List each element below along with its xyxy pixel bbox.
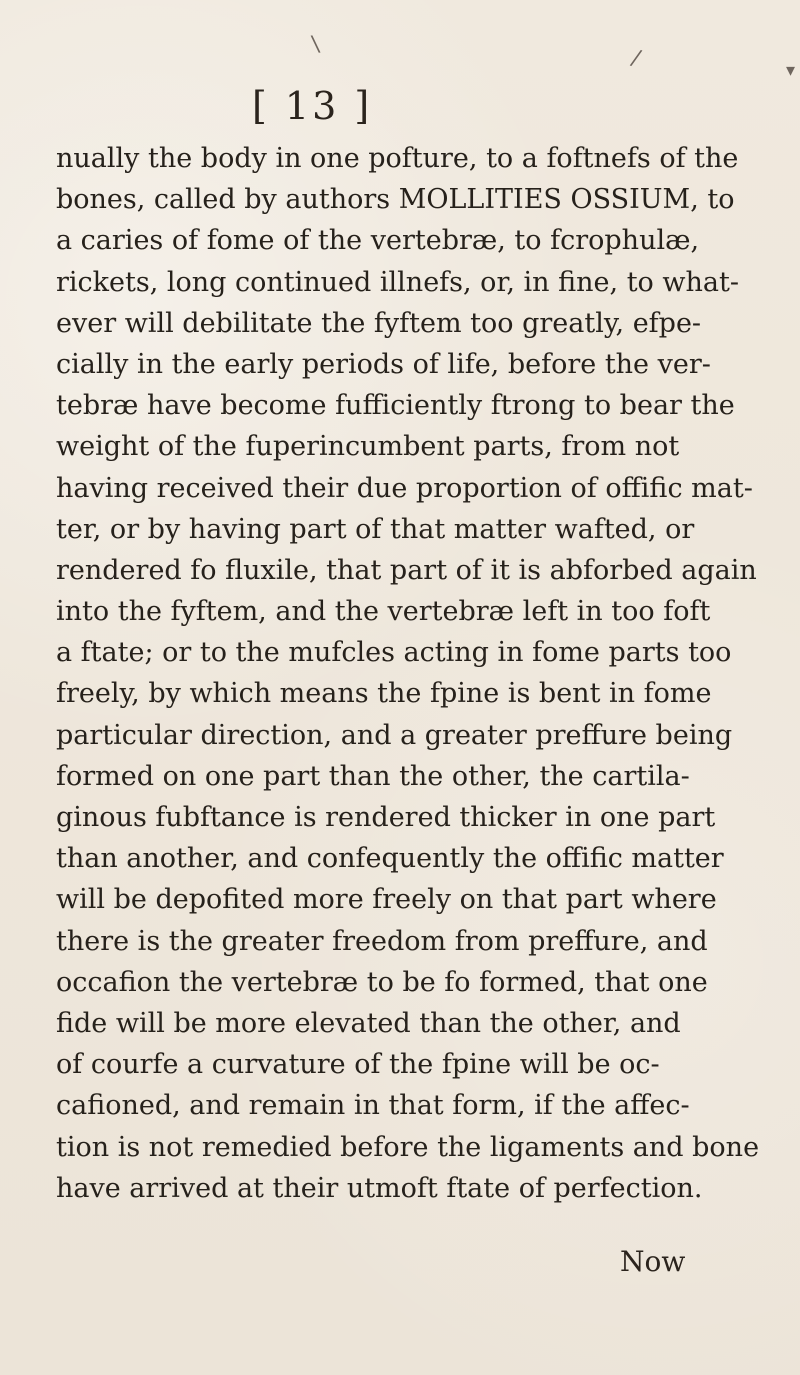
text-line-14: freely, by which means the fpine is bent in fome (56, 678, 712, 710)
text-line-2: bones, called by authors MOLLITIES OSSIUM, to (56, 184, 735, 216)
text-line-1: nually the body in one pofture, to a foftnefs of the (56, 143, 739, 174)
text-line-9: having received their due proportion of offific mat- (56, 472, 753, 504)
text-line-18: than another, and confequently the offific matter (56, 843, 724, 875)
text-line-6: cially in the early periods of life, before the ver- (56, 348, 711, 380)
text-line-12: into the fyftem, and the vertebræ left in too foft (56, 596, 711, 628)
text-line-11: rendered fo fluxile, that part of it is abforbed again (56, 554, 757, 586)
text-line-20: there is the greater freedom from preffure, and (56, 925, 708, 957)
text-line-8: weight of the fuperincumbent parts, from not (56, 431, 680, 463)
main-text-block (56, 138, 760, 1209)
text-line-10: ter, or by having part of that matter wafted, or (56, 513, 695, 545)
text-line-25: tion is not remedied before the ligaments and bone (56, 1131, 760, 1163)
text-line-23: of courfe a curvature of the fpine will be oc- (56, 1049, 660, 1081)
corner-mark: ▾ (786, 60, 796, 81)
text-line-13: a ftate; or to the mufcles acting in fome parts too (56, 637, 732, 669)
text-line-26: have arrived at their utmoft ftate of perfection. (56, 1172, 703, 1204)
text-line-22: fide will be more elevated than the other, and (56, 1007, 681, 1039)
text-line-15: particular direction, and a greater preffure being (56, 719, 733, 751)
text-line-21: occafion the vertebræ to be fo formed, that one (56, 966, 708, 998)
text-line-19: will be depofited more freely on that part where (56, 884, 717, 916)
text-line-7: tebræ have become fufficiently ftrong to bear the (56, 390, 735, 422)
catchword: Now (620, 1245, 686, 1278)
top-left-mark: \ (310, 31, 322, 58)
text-line-16: formed on one part than the other, the cartila- (56, 760, 690, 792)
text-line-4: rickets, long continued illnefs, or, in fine, to what- (56, 266, 739, 298)
page-number: [ 13 ] (252, 84, 373, 128)
text-line-17: ginous fubftance is rendered thicker in one part (56, 802, 716, 833)
text-line-3: a caries of fome of the vertebræ, to fcrophulæ, (56, 225, 700, 257)
top-right-mark: / (628, 45, 644, 72)
text-line-24: cafioned, and remain in that form, if the affec- (56, 1090, 690, 1122)
text-line-5: ever will debilitate the fyftem too greatly, efpe- (56, 307, 702, 339)
